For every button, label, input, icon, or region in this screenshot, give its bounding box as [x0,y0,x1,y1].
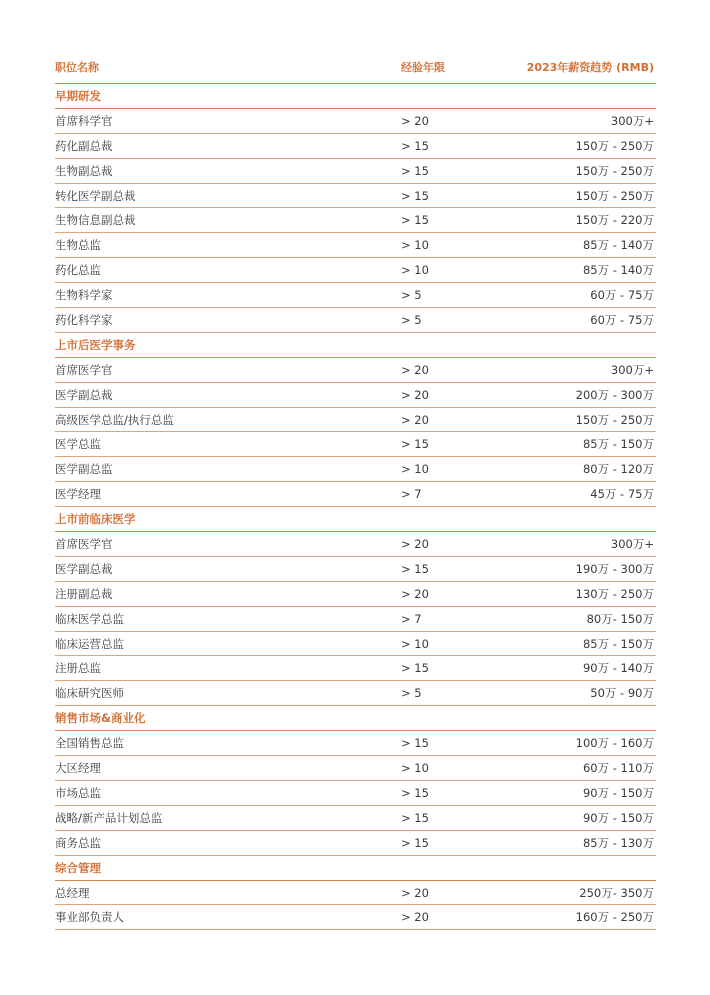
table-row [55,806,656,831]
salary-cell: 150万 - 250万 [575,412,654,427]
experience-cell: > 10 [401,238,429,253]
table-row [55,134,656,159]
job-title-cell: 生物总监 [55,238,101,253]
section-name: 综合管理 [55,860,101,875]
table-row [55,308,656,333]
table-row [55,208,656,233]
job-title-cell: 事业部负责人 [55,910,124,925]
experience-cell: > 10 [401,636,429,651]
job-title-cell: 市场总监 [55,785,101,800]
salary-cell: 60万 - 110万 [582,761,654,776]
table-row [55,557,656,582]
experience-cell: > 20 [401,910,429,925]
experience-cell: > 20 [401,113,429,128]
table-row [55,482,656,507]
experience-cell: > 15 [401,437,429,452]
salary-cell: 160万 - 250万 [575,910,654,925]
table-row [55,109,656,134]
table-row [55,881,656,906]
header-title: 职位名称 [55,61,99,74]
table-row [55,283,656,308]
job-title-cell: 商务总监 [55,835,101,850]
job-title-cell: 转化医学副总裁 [55,188,136,203]
salary-cell: 130万 - 250万 [575,586,654,601]
experience-cell: > 10 [401,761,429,776]
experience-cell: > 15 [401,835,429,850]
experience-cell: > 20 [401,586,429,601]
salary-cell: 60万 - 75万 [590,313,654,328]
experience-cell: > 15 [401,163,429,178]
experience-cell: > 15 [401,561,429,576]
job-title-cell: 医学副总监 [55,462,113,477]
salary-cell: 150万 - 250万 [575,138,654,153]
salary-table [55,54,656,930]
table-row [55,607,656,632]
salary-cell: 90万 - 150万 [582,810,654,825]
salary-cell: 150万 - 250万 [575,188,654,203]
table-header [55,54,656,84]
table-row [55,383,656,408]
section-header [55,507,656,532]
salary-cell: 90万 - 150万 [582,785,654,800]
salary-cell: 300万+ [610,362,654,377]
job-title-cell: 全国销售总监 [55,736,124,751]
table-row [55,233,656,258]
experience-cell: > 5 [401,686,422,701]
table-row [55,358,656,383]
job-title-cell: 药化总监 [55,263,101,278]
header-salary: 2023年薪资趋势 (RMB) [526,61,654,74]
job-title-cell: 生物信息副总裁 [55,213,136,228]
job-title-cell: 首席医学官 [55,537,113,552]
table-row [55,781,656,806]
experience-cell: > 15 [401,736,429,751]
table-row [55,432,656,457]
table-row [55,258,656,283]
section-name: 上市前临床医学 [55,512,136,527]
table-row [55,184,656,209]
table-row [55,831,656,856]
job-title-cell: 药化科学家 [55,313,113,328]
job-title-cell: 临床运营总监 [55,636,124,651]
experience-cell: > 15 [401,785,429,800]
section-name: 早期研发 [55,89,101,103]
table-row [55,681,656,706]
experience-cell: > 20 [401,537,429,552]
experience-cell: > 15 [401,810,429,825]
table-row [55,159,656,184]
job-title-cell: 战略/新产品计划总监 [55,810,163,825]
salary-cell: 190万 - 300万 [575,561,654,576]
table-row [55,408,656,433]
job-title-cell: 药化副总裁 [55,138,113,153]
section-header [55,84,656,109]
job-title-cell: 首席医学官 [55,362,113,377]
salary-cell: 85万 - 150万 [582,636,654,651]
section-header [55,856,656,881]
section-header [55,333,656,358]
section-name: 销售市场&商业化 [55,711,146,726]
salary-cell: 300万+ [610,113,654,128]
salary-cell: 150万 - 220万 [575,213,654,228]
table-row [55,457,656,482]
job-title-cell: 生物科学家 [55,288,113,303]
salary-cell: 85万 - 130万 [582,835,654,850]
salary-cell: 300万+ [610,537,654,552]
salary-cell: 85万 - 140万 [582,263,654,278]
job-title-cell: 医学副总裁 [55,561,113,576]
table-row [55,582,656,607]
experience-cell: > 20 [401,387,429,402]
section-name: 上市后医学事务 [55,337,136,352]
table-row [55,731,656,756]
experience-cell: > 5 [401,288,422,303]
experience-cell: > 10 [401,462,429,477]
job-title-cell: 医学经理 [55,487,101,502]
salary-cell: 60万 - 75万 [590,288,654,303]
salary-cell: 250万- 350万 [579,885,654,900]
experience-cell: > 10 [401,263,429,278]
experience-cell: > 15 [401,138,429,153]
salary-cell: 85万 - 150万 [582,437,654,452]
experience-cell: > 20 [401,362,429,377]
job-title-cell: 临床研究医师 [55,686,124,701]
job-title-cell: 注册副总裁 [55,586,113,601]
job-title-cell: 高级医学总监/执行总监 [55,412,174,427]
experience-cell: > 7 [401,611,422,626]
table-row [55,756,656,781]
header-experience: 经验年限 [401,61,445,74]
job-title-cell: 注册总监 [55,661,101,676]
job-title-cell: 医学总监 [55,437,101,452]
experience-cell: > 15 [401,213,429,228]
job-title-cell: 大区经理 [55,761,101,776]
job-title-cell: 总经理 [55,885,90,900]
salary-cell: 50万 - 90万 [590,686,654,701]
job-title-cell: 首席科学官 [55,113,113,128]
job-title-cell: 临床医学总监 [55,611,124,626]
salary-cell: 85万 - 140万 [582,238,654,253]
section-header [55,706,656,731]
experience-cell: > 7 [401,487,422,502]
job-title-cell: 医学副总裁 [55,387,113,402]
table-row [55,632,656,657]
table-row [55,905,656,930]
salary-cell: 150万 - 250万 [575,163,654,178]
job-title-cell: 生物副总裁 [55,163,113,178]
experience-cell: > 15 [401,661,429,676]
experience-cell: > 15 [401,188,429,203]
salary-cell: 80万- 150万 [586,611,654,626]
table-row [55,532,656,557]
experience-cell: > 20 [401,412,429,427]
salary-cell: 90万 - 140万 [582,661,654,676]
salary-cell: 45万 - 75万 [590,487,654,502]
table-row [55,656,656,681]
salary-cell: 200万 - 300万 [575,387,654,402]
salary-cell: 100万 - 160万 [575,736,654,751]
experience-cell: > 20 [401,885,429,900]
experience-cell: > 5 [401,313,422,328]
salary-cell: 80万 - 120万 [582,462,654,477]
